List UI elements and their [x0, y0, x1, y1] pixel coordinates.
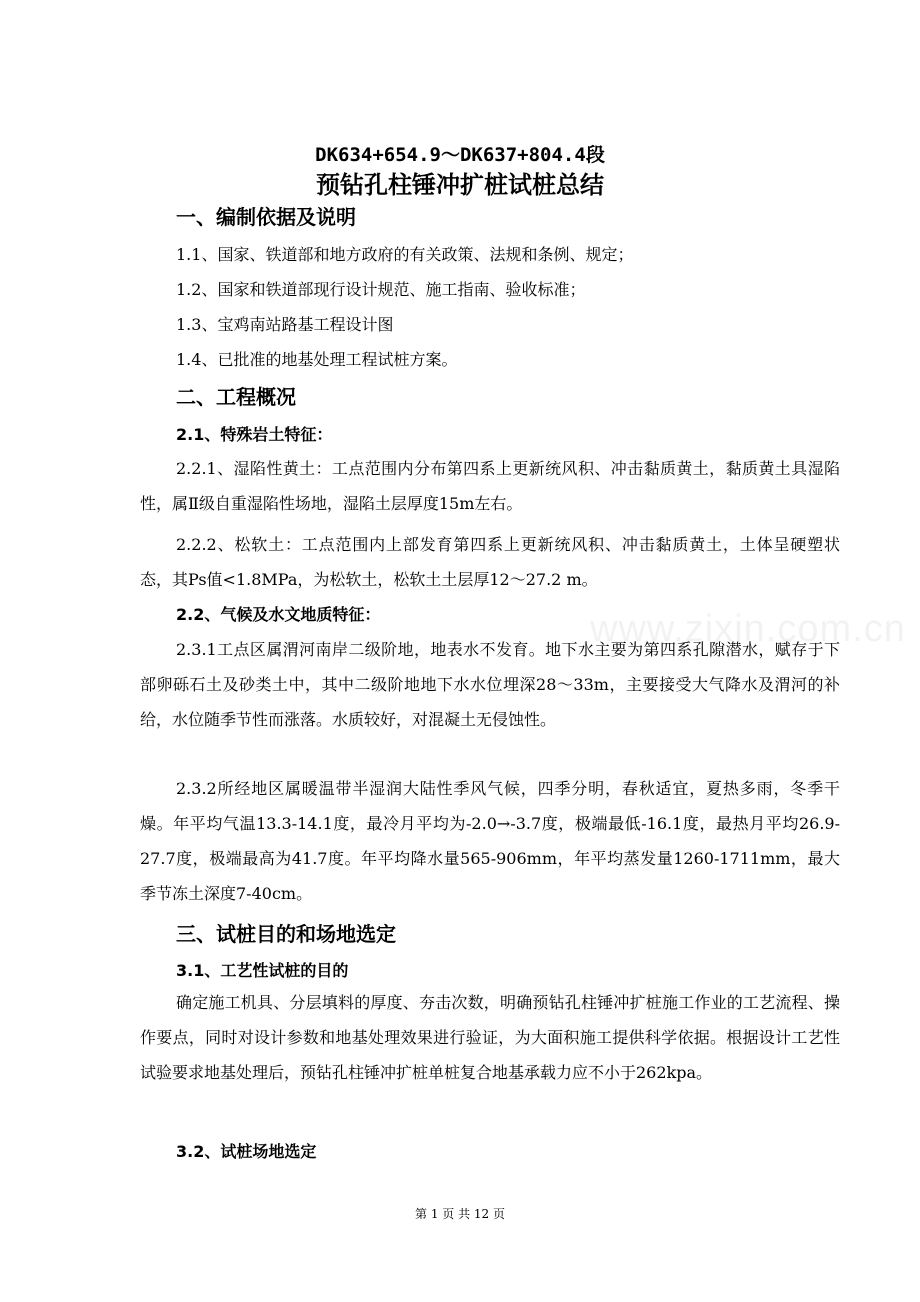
paragraph-2-2-1: 2.2.1、湿陷性黄土：工点范围内分布第四系上更新统风积、冲击黏质黄土，黏质黄土具湿陷性，属Ⅱ级自重湿陷性场地，湿陷土层厚度15m左右。 [140, 459, 840, 513]
section1-item: 1.4、已批准的地基处理工程试桩方案。 [176, 350, 458, 369]
section1-item: 1.2、国家和铁道部现行设计规范、施工指南、验收标准； [176, 280, 586, 299]
section1-item: 1.1、国家、铁道部和地方政府的有关政策、法规和条例、规定； [176, 245, 634, 264]
watermark: www.zixin.com.cn [590, 608, 906, 650]
section1-item: 1.3、宝鸡南站路基工程设计图 [176, 315, 394, 334]
subsection-3-2-heading: 3.2、试桩场地选定 [176, 1142, 317, 1161]
paragraph-2-3-1: 2.3.1工点区属渭河南岸二级阶地，地表水不发育。地下水主要为第四系孔隙潜水，赋存于下部卵砾石土及砂类土中，其中二级阶地地下水水位埋深28～33m，主要接受大气降水及渭河的补给，水位随季节性而涨落。水质较好，对混凝土无侵蚀性。 [140, 640, 840, 729]
page-footer: 第 1 页 共 12 页 [415, 1207, 505, 1221]
section1-heading: 一、编制依据及说明 [176, 205, 356, 229]
paragraph-2-3-2: 2.3.2所经地区属暖温带半湿润大陆性季风气候，四季分明，春秋适宜，夏热多雨，冬季干燥。年平均气温13.3-14.1度，最冷月平均为-2.0→-3.7度，极端最低-16.1度，最热月平均26.9-27.7度，极端最高为41.7度。年平均降水量565-906mm，年平均蒸发量1260-1711mm，最大季节冻土深度7-40cm。 [140, 779, 840, 903]
document-title-line2: 预钻孔柱锤冲扩桩试桩总结 [316, 171, 604, 199]
document-title-line1: DK634+654.9～DK637+804.4段 [315, 144, 605, 166]
section2-heading: 二、工程概况 [176, 385, 296, 409]
paragraph-2-2-2: 2.2.2、松软土：工点范围内上部发育第四系上更新统风积、冲击黏质黄土，土体呈硬塑状态，其Ps值<1.8MPa，为松软土，松软土土层厚12～27.2 m。 [140, 535, 840, 589]
subsection-2-1-heading: 2.1、特殊岩土特征： [176, 425, 333, 444]
subsection-3-1-heading: 3.1、工艺性试桩的目的 [176, 961, 349, 980]
paragraph-3-1: 确定施工机具、分层填料的厚度、夯击次数，明确预钻孔柱锤冲扩桩施工作业的工艺流程、操作要点，同时对设计参数和地基处理效果进行验证，为大面积施工提供科学依据。根据设计工艺性试验要求地基处理后，预钻孔柱锤冲扩桩单桩复合地基承载力应不小于262kpa。 [140, 993, 840, 1082]
subsection-2-2-heading: 2.2、气候及水文地质特征： [176, 605, 381, 624]
section3-heading: 三、试桩目的和场地选定 [176, 922, 396, 946]
